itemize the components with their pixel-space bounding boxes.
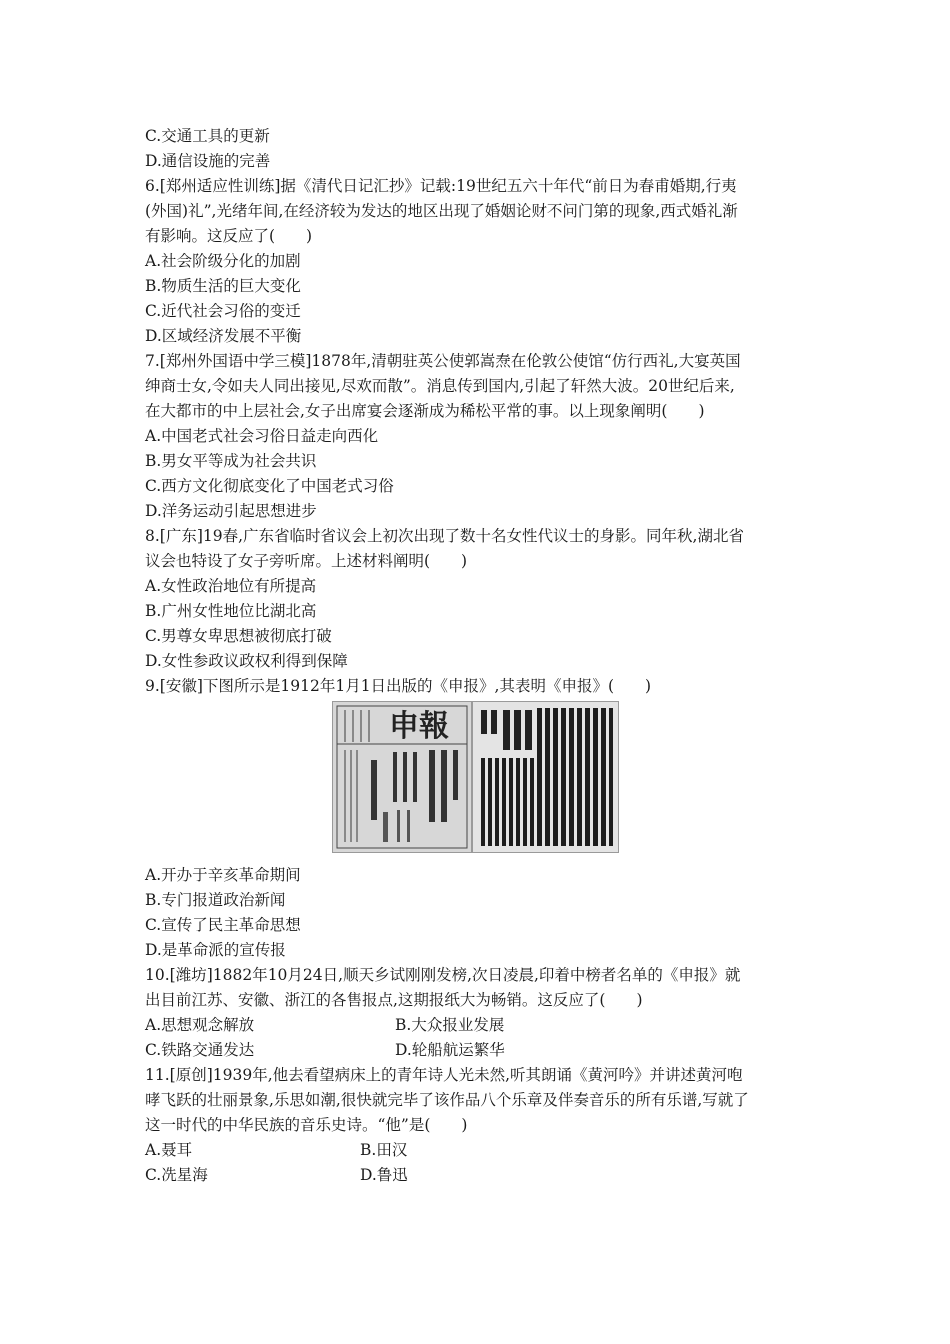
option-7b: B.男女平等成为社会共识 <box>145 452 317 470</box>
question-8-line-1: 8.[广东]19春,广东省临时省议会上初次出现了数十名女性代议士的身影。同年秋,湖北省 <box>145 527 744 545</box>
question-10-line-2: 出目前江苏、安徽、浙江的各售报点,这期报纸大为畅销。这反应了( ) <box>145 991 643 1009</box>
question-7-line-1: 7.[郑州外国语中学三模]1878年,清朝驻英公使郭嵩焘在伦敦公使馆“仿行西礼,大宴英国 <box>145 352 741 370</box>
option-6d: D.区域经济发展不平衡 <box>145 327 302 345</box>
question-6-line-1: 6.[郑州适应性训练]据《清代日记汇抄》记载:19世纪五六十年代“前日为春甫婚期,行夷 <box>145 177 737 195</box>
question-7-line-2: 绅商士女,令如夫人同出接见,尽欢而散”。消息传到国内,引起了轩然大波。20世纪后来, <box>145 377 735 395</box>
option-6a: A.社会阶级分化的加剧 <box>145 252 301 270</box>
option-10d: D.轮船航运繁华 <box>395 1041 505 1059</box>
option-7a: A.中国老式社会习俗日益走向西化 <box>145 427 379 445</box>
question-6-line-2: (外国)礼”,光绪年间,在经济较为发达的地区出现了婚姻论财不问门第的现象,西式婚礼渐 <box>145 202 738 220</box>
option-8c: C.男尊女卑思想被彻底打破 <box>145 627 332 645</box>
option-8d: D.女性参政议政权利得到保障 <box>145 652 348 670</box>
options-11-row-2 <box>145 1163 815 1188</box>
option-10b: B.大众报业发展 <box>395 1016 505 1034</box>
question-11-line-3: 这一时代的中华民族的音乐史诗。“他”是( ) <box>145 1116 468 1134</box>
question-9-line-1: 9.[安徽]下图所示是1912年1月1日出版的《申报》,其表明《申报》( ) <box>145 677 652 695</box>
options-10-row-1 <box>145 1013 815 1038</box>
option-10c: C.铁路交通发达 <box>145 1041 255 1059</box>
question-11-line-1: 11.[原创]1939年,他去看望病床上的青年诗人光未然,听其朗诵《黄河吟》并讲述黄河咆 <box>145 1066 743 1084</box>
shenbao-newspaper-figure <box>145 701 815 853</box>
option-9a: A.开办于辛亥革命期间 <box>145 866 301 884</box>
option-7c: C.西方文化彻底变化了中国老式习俗 <box>145 477 394 495</box>
question-11-line-2: 哮飞跃的壮丽景象,乐思如潮,很快就完毕了该作品八个乐章及伴奏音乐的所有乐谱,写就了 <box>145 1091 749 1109</box>
question-7-line-3: 在大都市的中上层社会,女子出席宴会逐渐成为稀松平常的事。以上现象阐明( ) <box>145 402 705 420</box>
newspaper-inner-page-image <box>472 701 619 853</box>
option-9b: B.专门报道政治新闻 <box>145 891 286 909</box>
option-7d: D.洋务运动引起思想进步 <box>145 502 317 520</box>
option-9d: D.是革命派的宣传报 <box>145 941 286 959</box>
options-10-row-2 <box>145 1038 815 1063</box>
question-8-line-2: 议会也特设了女子旁听席。上述材料阐明( ) <box>145 552 468 570</box>
option-10a: A.思想观念解放 <box>145 1016 255 1034</box>
newspaper-front-page-image <box>332 701 472 853</box>
option-11b: B.田汉 <box>360 1141 408 1159</box>
option-8a: A.女性政治地位有所提高 <box>145 577 317 595</box>
option-11c: C.冼星海 <box>145 1166 208 1184</box>
question-10-line-1: 10.[潍坊]1882年10月24日,顺天乡试刚刚发榜,次日凌晨,印着中榜者名单的《申报》就 <box>145 966 741 984</box>
option-9c: C.宣传了民主革命思想 <box>145 916 301 934</box>
options-11-row-1 <box>145 1138 815 1163</box>
option-11a: A.聂耳 <box>145 1141 193 1159</box>
masthead-text: 申報 <box>389 709 449 744</box>
option-6b: B.物质生活的巨大变化 <box>145 277 301 295</box>
option-6c: C.近代社会习俗的变迁 <box>145 302 301 320</box>
question-6-line-3: 有影响。这反应了( ) <box>145 227 313 245</box>
option-5d: D.通信设施的完善 <box>145 152 271 170</box>
exam-page <box>145 124 815 1188</box>
option-11d: D.鲁迅 <box>360 1166 408 1184</box>
option-5c: C.交通工具的更新 <box>145 127 270 145</box>
option-8b: B.广州女性地位比湖北高 <box>145 602 317 620</box>
